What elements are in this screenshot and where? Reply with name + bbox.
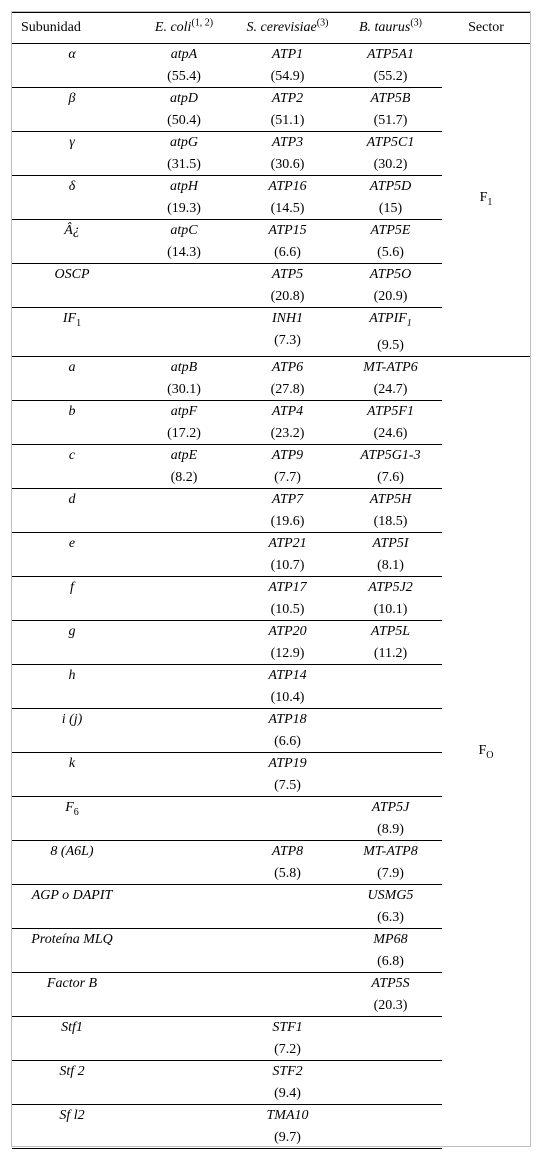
cell-ecoli (132, 132, 236, 176)
mass-kda: (6.6) (274, 245, 301, 260)
subunit-name: Stf1 (61, 1019, 83, 1035)
cell-scerevisiae (236, 532, 339, 576)
gene-label: ATP5B (370, 91, 411, 106)
gene-label: ATP5I (372, 535, 409, 551)
subunit-name: c (68, 447, 76, 463)
subunit-name: γ (69, 135, 75, 150)
gene-label: ATP5O (369, 267, 412, 282)
gene-name (236, 577, 339, 599)
cell-btaurus (339, 488, 442, 532)
gene-label: atpH (170, 179, 198, 194)
mass-kda: (14.5) (270, 201, 305, 216)
subunit-name: b (68, 403, 76, 419)
mass-kda: (6.8) (377, 953, 404, 969)
gene-name (339, 88, 442, 110)
gene-label: ATP5A1 (367, 47, 414, 62)
cell-subunidad (12, 88, 132, 132)
gene-name (236, 709, 339, 731)
cell-ecoli (132, 884, 236, 928)
cell-subunidad (12, 884, 132, 928)
cell-subunidad (12, 1104, 132, 1148)
gene-name (132, 88, 236, 110)
mass-kda: (30.6) (270, 157, 305, 172)
cell-scerevisiae (236, 1104, 339, 1148)
gene-name (236, 357, 339, 379)
cell-btaurus (339, 400, 442, 444)
gene-label: ATP5E (370, 223, 411, 238)
mass-kda: (6.6) (274, 733, 301, 749)
gene-name (339, 577, 442, 599)
gene-label: ATP5G1-3 (360, 447, 421, 463)
cell-ecoli (132, 796, 236, 840)
gene-label: ATP14 (268, 667, 307, 683)
mass-kda: (18.5) (373, 513, 408, 529)
cell-scerevisiae (236, 356, 339, 400)
gene-label: ATP18 (268, 711, 307, 727)
subunit-name: d (68, 491, 76, 507)
cell-ecoli (132, 532, 236, 576)
gene-name (236, 621, 339, 643)
cell-btaurus (339, 176, 442, 220)
gene-label: STF2 (272, 1063, 303, 1079)
cell-scerevisiae (236, 708, 339, 752)
gene-name (236, 308, 339, 330)
gene-name (339, 841, 442, 863)
gene-label: INH1 (271, 311, 304, 326)
cell-scerevisiae (236, 88, 339, 132)
gene-name (132, 445, 236, 467)
gene-name (339, 973, 442, 995)
mass-kda: (12.9) (270, 645, 305, 661)
gene-label: ATP16 (268, 179, 307, 194)
gene-label: ATP6 (271, 359, 304, 375)
gene-label: atpB (170, 359, 198, 375)
subunit-name: Factor B (46, 975, 98, 991)
gene-label: MT-ATP6 (363, 359, 418, 375)
cell-scerevisiae (236, 132, 339, 176)
header-btaurus: B. taurus$^{(3)}$ (339, 13, 442, 44)
gene-name (236, 88, 339, 110)
mass-kda: (6.3) (377, 909, 404, 925)
gene-label: ATPIF (369, 311, 407, 326)
cell-ecoli (132, 928, 236, 972)
gene-name (339, 401, 442, 423)
subunit-name: Sf l2 (59, 1107, 85, 1123)
mass-kda: (27.8) (270, 381, 305, 397)
mass-kda: (51.7) (373, 113, 408, 128)
cell-scerevisiae (236, 576, 339, 620)
cell-ecoli (132, 176, 236, 220)
cell-ecoli (132, 1016, 236, 1060)
gene-name (132, 132, 236, 154)
subunit-name: g (68, 623, 76, 639)
subunit-name: 8 (A6L) (50, 843, 94, 859)
subunit-name: β (68, 91, 76, 106)
gene-label: ATP7 (271, 491, 304, 507)
cell-subunidad (12, 840, 132, 884)
cell-ecoli (132, 488, 236, 532)
subunit-name: OSCP (54, 267, 90, 282)
gene-name (236, 1105, 339, 1127)
gene-name (132, 220, 236, 242)
cell-ecoli (132, 840, 236, 884)
gene-name (236, 132, 339, 154)
subunit-name: Â¿ (64, 223, 80, 238)
cell-btaurus (339, 220, 442, 264)
mass-kda: (9.7) (274, 1129, 301, 1145)
gene-name (236, 489, 339, 511)
cell-btaurus (339, 796, 442, 840)
cell-scerevisiae (236, 444, 339, 488)
gene-name (236, 44, 339, 66)
cell-btaurus (339, 664, 442, 708)
cell-scerevisiae (236, 44, 339, 88)
gene-label: ATP1 (271, 47, 304, 62)
gene-name (236, 665, 339, 687)
gene-label: atpD (170, 91, 198, 106)
cell-ecoli (132, 1060, 236, 1104)
subunit-name: F (65, 799, 74, 815)
cell-btaurus (339, 972, 442, 1016)
cell-scerevisiae (236, 400, 339, 444)
mass-kda: (7.5) (274, 777, 301, 793)
subunit-name: AGP o DAPIT (31, 887, 113, 903)
subunit-name: f (70, 579, 74, 595)
gene-label: ATP17 (268, 579, 307, 595)
gene-label: ATP5L (370, 623, 411, 639)
header-sector: Sector (442, 13, 530, 44)
cell-ecoli (132, 444, 236, 488)
header-scerevisiae: S. cerevisiae$^{(3)}$ (236, 13, 339, 44)
gene-name (339, 797, 442, 819)
cell-ecoli (132, 576, 236, 620)
subunit-table-container (11, 11, 531, 1147)
gene-name (236, 176, 339, 198)
subunit-name: Proteína MLQ (31, 931, 113, 947)
gene-name (339, 445, 442, 467)
sector-fo-subscript: O (486, 749, 494, 761)
table-body (12, 44, 530, 1149)
gene-name (236, 401, 339, 423)
gene-name (339, 44, 442, 66)
mass-kda: (7.9) (377, 865, 404, 881)
cell-subunidad (12, 664, 132, 708)
mass-kda: (24.7) (373, 381, 408, 397)
mass-kda: (15) (378, 201, 403, 216)
subunit-name: i (j) (61, 711, 83, 727)
cell-ecoli (132, 752, 236, 796)
cell-subunidad (12, 708, 132, 752)
cell-ecoli (132, 44, 236, 88)
mass-kda: (7.3) (274, 333, 301, 348)
gene-name (236, 533, 339, 555)
gene-name (339, 132, 442, 154)
cell-subunidad (12, 44, 132, 88)
gene-label: atpC (170, 223, 198, 238)
gene-name (339, 533, 442, 555)
cell-subunidad (12, 176, 132, 220)
mass-kda: (11.2) (373, 645, 408, 661)
gene-name (339, 929, 442, 951)
cell-subunidad (12, 400, 132, 444)
cell-subunidad (12, 1016, 132, 1060)
cell-scerevisiae (236, 1016, 339, 1060)
cell-btaurus (339, 88, 442, 132)
cell-ecoli (132, 708, 236, 752)
table-row (12, 356, 530, 400)
cell-ecoli (132, 664, 236, 708)
gene-label: ATP21 (268, 535, 307, 551)
cell-scerevisiae (236, 488, 339, 532)
sector-fo-label: F (478, 742, 487, 758)
cell-subunidad (12, 532, 132, 576)
subunit-name: Stf 2 (59, 1063, 85, 1079)
cell-scerevisiae (236, 220, 339, 264)
gene-label: ATP5 (271, 267, 304, 282)
cell-scerevisiae (236, 176, 339, 220)
cell-btaurus (339, 1060, 442, 1104)
cell-subunidad (12, 752, 132, 796)
mass-kda: (55.2) (373, 69, 408, 84)
cell-ecoli (132, 1104, 236, 1148)
gene-label: atpF (170, 403, 198, 419)
cell-btaurus (339, 1016, 442, 1060)
gene-name (236, 445, 339, 467)
cell-subunidad (12, 972, 132, 1016)
gene-label: atpG (170, 135, 198, 150)
cell-subunidad (12, 796, 132, 840)
cell-ecoli (132, 308, 236, 357)
subunit-name: a (68, 359, 76, 375)
cell-ecoli (132, 264, 236, 308)
cell-ecoli (132, 400, 236, 444)
mass-kda: (10.4) (270, 689, 305, 705)
gene-label: ATP3 (271, 135, 304, 150)
mass-kda: (51.1) (270, 113, 305, 128)
mass-kda: (9.4) (274, 1085, 301, 1101)
mass-kda: (20.3) (373, 997, 408, 1013)
cell-subunidad (12, 308, 132, 357)
sector-f1-subscript: 1 (487, 196, 493, 208)
gene-label: TMA10 (266, 1107, 309, 1123)
gene-label: ATP5C1 (366, 135, 415, 150)
gene-name (236, 264, 339, 286)
cell-ecoli (132, 88, 236, 132)
cell-ecoli (132, 220, 236, 264)
gene-name (339, 621, 442, 643)
mass-kda: (31.5) (167, 157, 201, 172)
cell-ecoli (132, 972, 236, 1016)
sector-fo (442, 356, 530, 1148)
cell-btaurus (339, 752, 442, 796)
mass-kda: (8.9) (377, 821, 404, 837)
gene-subscript: 1 (406, 317, 412, 329)
cell-btaurus (339, 1104, 442, 1148)
subunit-name: δ (68, 179, 76, 194)
gene-label: ATP15 (268, 223, 307, 238)
gene-label: ATP8 (271, 843, 304, 859)
gene-name (236, 1017, 339, 1039)
gene-label: atpE (170, 447, 198, 463)
mass-kda: (54.9) (270, 69, 305, 84)
cell-subunidad (12, 928, 132, 972)
gene-label: atpA (170, 47, 198, 62)
mass-kda: (10.1) (373, 601, 408, 617)
gene-label: ATP20 (268, 623, 307, 639)
mass-kda: (10.7) (270, 557, 305, 573)
gene-label: USMG5 (367, 887, 414, 903)
cell-scerevisiae (236, 308, 339, 357)
mass-kda: (19.3) (167, 201, 201, 216)
cell-btaurus (339, 532, 442, 576)
cell-btaurus (339, 708, 442, 752)
header-row (12, 13, 530, 44)
mass-kda: (30.1) (167, 381, 201, 397)
gene-label: MP68 (373, 931, 408, 947)
header-ecoli: E. coli$^{(1, 2)}$ (132, 13, 236, 44)
gene-name (339, 220, 442, 242)
gene-label: ATP9 (271, 447, 304, 463)
mass-kda: (14.3) (167, 245, 201, 260)
cell-subunidad (12, 264, 132, 308)
cell-subunidad (12, 488, 132, 532)
gene-name (132, 44, 236, 66)
gene-label: ATP5H (369, 491, 412, 507)
gene-label: ATP5D (369, 179, 412, 194)
gene-name (236, 841, 339, 863)
cell-btaurus (339, 132, 442, 176)
gene-label: ATP4 (271, 403, 304, 419)
gene-name (236, 1061, 339, 1083)
mass-kda: (10.5) (270, 601, 305, 617)
cell-scerevisiae (236, 1060, 339, 1104)
gene-label: ATP5S (371, 975, 410, 991)
subunit-name: e (68, 535, 76, 551)
gene-label: ATP2 (271, 91, 304, 106)
subunit-name: α (68, 47, 76, 62)
mass-kda: (20.9) (373, 289, 408, 304)
gene-label: ATP19 (268, 755, 307, 771)
cell-btaurus (339, 840, 442, 884)
cell-subunidad (12, 620, 132, 664)
cell-subunidad (12, 356, 132, 400)
cell-btaurus (339, 884, 442, 928)
mass-kda: (8.2) (170, 469, 198, 485)
gene-name (236, 220, 339, 242)
cell-ecoli (132, 356, 236, 400)
mass-kda: (50.4) (167, 113, 201, 128)
subunit-name: h (68, 667, 76, 683)
cell-scerevisiae (236, 972, 339, 1016)
mass-kda: (7.7) (274, 469, 301, 485)
gene-name (236, 753, 339, 775)
gene-name (339, 357, 442, 379)
subunit-subscript: 1 (76, 317, 82, 329)
cell-subunidad (12, 444, 132, 488)
mass-kda: (7.2) (274, 1041, 301, 1057)
cell-btaurus (339, 356, 442, 400)
mass-kda: (20.8) (270, 289, 305, 304)
cell-subunidad (12, 132, 132, 176)
gene-name (339, 264, 442, 286)
cell-scerevisiae (236, 928, 339, 972)
mass-kda: (55.4) (167, 69, 201, 84)
mass-kda: (5.6) (377, 245, 404, 260)
gene-label: ATP5J (371, 799, 410, 815)
gene-label: STF1 (272, 1019, 303, 1035)
cell-scerevisiae (236, 884, 339, 928)
cell-subunidad (12, 1060, 132, 1104)
gene-name (132, 357, 236, 379)
sector-f1-label: F (479, 190, 488, 205)
cell-btaurus (339, 44, 442, 88)
gene-name (339, 885, 442, 907)
gene-name (339, 489, 442, 511)
subunit-subscript: 6 (73, 806, 79, 818)
cell-scerevisiae (236, 796, 339, 840)
table-row (12, 44, 530, 88)
gene-name (132, 176, 236, 198)
sector-f1 (442, 44, 530, 357)
gene-label: ATP5F1 (367, 403, 414, 419)
gene-label: MT-ATP8 (363, 843, 418, 859)
gene-name (339, 176, 442, 198)
mass-kda: (24.6) (373, 425, 408, 441)
mass-kda: (17.2) (167, 425, 201, 441)
cell-btaurus (339, 928, 442, 972)
cell-scerevisiae (236, 264, 339, 308)
cell-ecoli (132, 620, 236, 664)
mass-kda: (8.1) (377, 557, 404, 573)
cell-subunidad (12, 220, 132, 264)
gene-name (339, 308, 442, 335)
gene-name (132, 401, 236, 423)
cell-scerevisiae (236, 620, 339, 664)
mass-kda: (23.2) (270, 425, 305, 441)
subunit-table (12, 12, 530, 1149)
mass-kda: (5.8) (274, 865, 301, 881)
gene-label: ATP5J2 (368, 579, 413, 595)
cell-scerevisiae (236, 664, 339, 708)
cell-btaurus (339, 620, 442, 664)
cell-scerevisiae (236, 752, 339, 796)
subunit-name: IF (62, 311, 77, 326)
cell-subunidad (12, 576, 132, 620)
mass-kda: (9.5) (377, 337, 404, 353)
cell-btaurus (339, 264, 442, 308)
mass-kda: (30.2) (373, 157, 408, 172)
cell-btaurus (339, 576, 442, 620)
mass-kda: (19.6) (270, 513, 305, 529)
subunit-name: k (68, 755, 76, 771)
mass-kda: (7.6) (377, 469, 404, 485)
cell-btaurus (339, 308, 442, 357)
header-subunidad: Subunidad (12, 13, 132, 44)
cell-btaurus (339, 444, 442, 488)
cell-scerevisiae (236, 840, 339, 884)
